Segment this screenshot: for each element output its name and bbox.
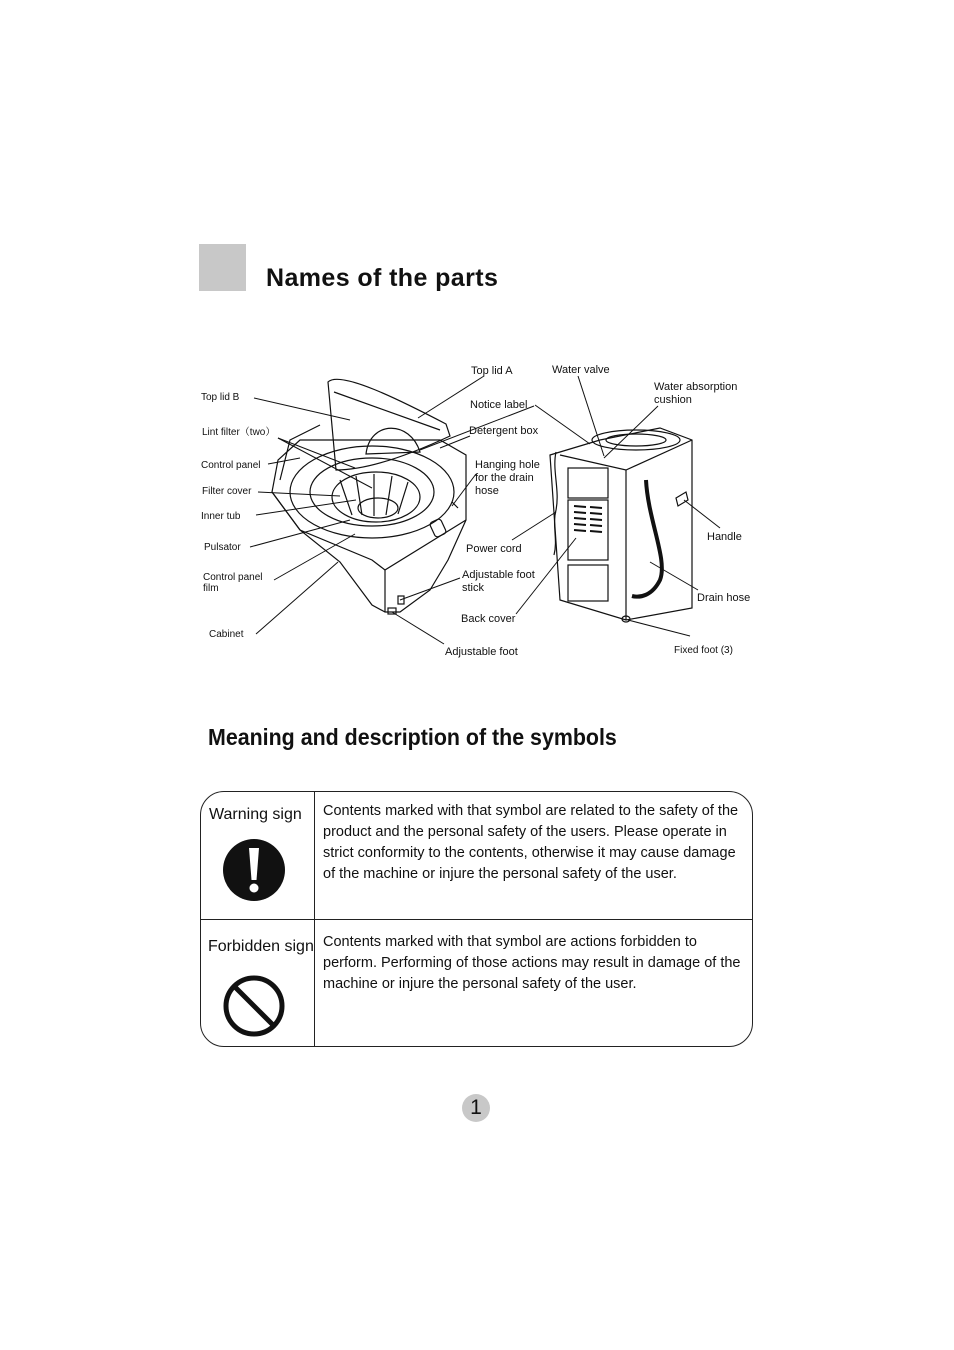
prohibition-icon	[222, 974, 286, 1038]
label-adjustable-foot: Adjustable foot	[445, 646, 518, 658]
label-adjustable-foot-stick-line2: stick	[462, 582, 484, 594]
warning-sign-description: Contents marked with that symbol are related to the safety of the product and the personal safety of the users. Please operate in strict conformity to the contents, otherwise it may cause damage of the machine or injure the personal safety of the user.	[323, 803, 739, 882]
label-fixed-foot: Fixed foot (3)	[674, 645, 733, 656]
label-power-cord: Power cord	[466, 543, 522, 555]
label-back-cover: Back cover	[461, 613, 516, 625]
label-pulsator: Pulsator	[204, 542, 241, 553]
label-hanging-hole-line2: for the drain	[475, 472, 534, 484]
label-top-lid-b: Top lid B	[201, 392, 240, 403]
forbidden-sign-description: Contents marked with that symbol are actions forbidden to perform. Performing of those actions may result in damage of the machine or injure the personal safety of the user.	[323, 934, 741, 992]
label-detergent-box: Detergent box	[469, 425, 539, 437]
label-control-panel: Control panel	[201, 460, 261, 471]
label-water-valve: Water valve	[552, 364, 610, 376]
label-notice-label: Notice label	[470, 399, 528, 411]
label-filter-cover: Filter cover	[202, 486, 252, 497]
label-drain-hose: Drain hose	[697, 592, 751, 604]
label-top-lid-a: Top lid A	[471, 365, 513, 377]
forbidden-sign-label: Forbidden sign	[208, 938, 314, 955]
label-control-panel-film-line2: film	[203, 583, 219, 594]
label-hanging-hole-line3: hose	[475, 485, 499, 497]
table-row-divider	[200, 919, 753, 920]
label-control-panel-film-line1: Control panel	[203, 572, 263, 583]
label-inner-tub: Inner tub	[201, 511, 241, 522]
label-water-absorption-line1: Water absorption	[654, 381, 738, 393]
label-water-absorption-line2: cushion	[654, 394, 692, 406]
front-machine-drawing	[272, 379, 466, 614]
rear-machine-drawing	[550, 428, 692, 622]
label-cabinet: Cabinet	[209, 629, 244, 640]
label-adjustable-foot-stick-line1: Adjustable foot	[462, 569, 535, 581]
label-lint-filter: Lint filter（two）	[202, 427, 276, 438]
page-title: Names of the parts	[266, 264, 499, 292]
section-title-symbols: Meaning and description of the symbols	[208, 724, 617, 750]
exclamation-circle-icon	[222, 838, 286, 902]
warning-sign-label: Warning sign	[209, 806, 302, 823]
page-number: 1	[462, 1094, 490, 1122]
label-handle: Handle	[707, 531, 742, 543]
label-hanging-hole-line1: Hanging hole	[475, 459, 540, 471]
